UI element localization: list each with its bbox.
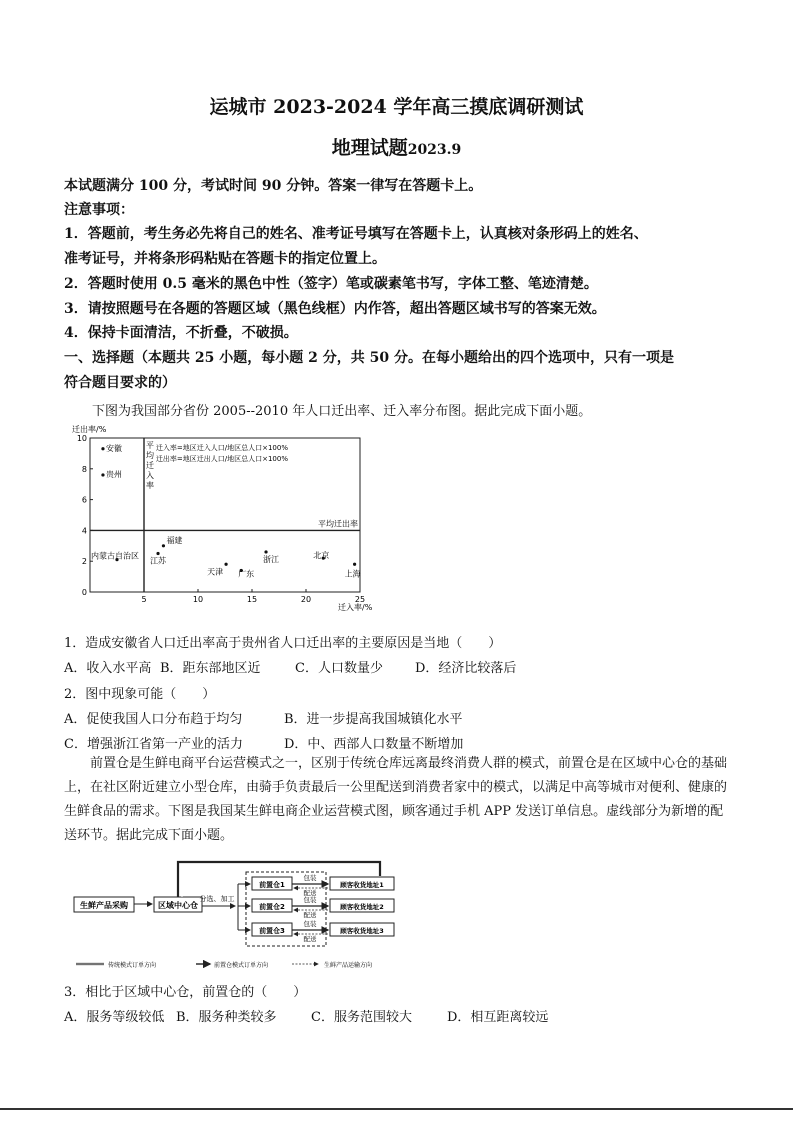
data-point (101, 447, 104, 450)
avg-in-rate-label-char: 迁 (146, 461, 154, 470)
data-point-label: 上海 (344, 569, 361, 579)
avg-in-rate-label-char: 率 (146, 481, 154, 490)
data-point-label: 安徽 (105, 443, 122, 453)
option-c[interactable]: C．服务范围较大 (311, 1010, 412, 1025)
front-warehouse-label: 前置仓3 (259, 927, 285, 935)
avg-in-rate-label-char: 平 (146, 441, 154, 450)
pack-label: 包装 (303, 896, 317, 904)
deliver-label: 配送 (303, 911, 317, 919)
legend-front: 前置仓模式订单方向 (214, 962, 269, 969)
data-point (101, 473, 104, 476)
subject-title (0, 133, 793, 160)
y-axis-label: 迁出率/% (72, 425, 107, 434)
y-tick-label: 0 (81, 588, 87, 597)
front-warehouse-label: 前置仓2 (259, 903, 285, 911)
x-tick-label: 20 (300, 595, 312, 604)
option-c[interactable]: C．人口数量少 (295, 661, 383, 676)
traditional-order-loop (178, 862, 380, 897)
option-d[interactable]: D．中、西部人口数量不断增加 (284, 737, 464, 752)
notice-item: 2．答题时使用 0.5 毫米的黑色中性（签字）笔或碳素笔书写，字体工整、笔迹清楚。 (64, 276, 598, 292)
data-point-label: 天津 (207, 567, 224, 577)
x-tick-label: 25 (354, 595, 366, 604)
question-stem: 3．相比于区域中心仓，前置仓的（ ） (64, 985, 307, 1000)
operation-mode-diagram (70, 858, 400, 973)
data-point (224, 563, 227, 566)
x-axis-label: 迁入率/% (338, 603, 373, 612)
notice-item: 1．答题前，考生务必先将自己的姓名、准考证号填写在答题卡上，认真核对条形码上的姓名、 (64, 226, 648, 242)
section-title: 符合题目要求的） (64, 375, 176, 391)
customer-label: 顾客收货地址2 (340, 903, 384, 911)
customer-label: 顾客收货地址3 (340, 927, 384, 935)
option-d[interactable]: D．相互距离较远 (447, 1010, 549, 1025)
legend-transport: 生鲜产品运输方向 (324, 962, 373, 969)
data-point-label: 福建 (166, 535, 183, 545)
data-point (156, 552, 159, 555)
data-point (162, 544, 165, 547)
front-warehouse-label: 前置仓1 (259, 881, 285, 889)
subject-name: 地理试题 (331, 137, 408, 159)
avg-in-rate-label-char: 均 (146, 451, 154, 460)
customer-label: 顾客收货地址1 (340, 881, 384, 889)
option-a[interactable]: A．服务等级较低 (64, 1010, 165, 1025)
passage: 前置仓是生鲜电商平台运营模式之一，区别于传统仓库远离最终消费人群的模式，前置仓是在区域中心仓的基础上，在社区附近建立小型仓库，由骑手负责最后一公里配送到消费者家中的模式，以满足中高等城市对便利、健康的生鲜食品的需求。下图是我国某生鲜电商企业运营模式图，顾客通过手机 APP 发送订单信息。虚线部分为新增的配送环节。据此完成下面小题。 (64, 756, 728, 843)
notice-item: 准考证号，并将条形码粘贴在答题卡的指定位置上。 (64, 251, 386, 267)
options-row (64, 708, 463, 727)
option-b[interactable]: B．进一步提高我国城镇化水平 (284, 712, 463, 727)
x-tick-label: 10 (192, 595, 204, 604)
data-point (264, 550, 267, 553)
notice-item: 3．请按照题号在各题的答题区域（黑色线框）内作答，超出答题区域书写的答案无效。 (64, 301, 606, 317)
data-point-label: 浙江 (263, 554, 280, 564)
process-label: 分选、加工 (199, 895, 235, 903)
exam-date: 2023.9 (407, 142, 462, 158)
option-b[interactable]: B．服务种类较多 (176, 1010, 277, 1025)
intro-line: 本试题满分 100 分，考试时间 90 分钟。答案一律写在答题卡上。 (64, 178, 483, 194)
option-a[interactable]: A．收入水平高 (64, 661, 152, 676)
options-row (64, 733, 463, 752)
question-stem: 1．造成安徽省人口迁出率高于贵州省人口迁出率的主要原因是当地（ ） (64, 636, 502, 651)
option-d[interactable]: D．经济比较落后 (415, 661, 517, 676)
y-tick-label: 4 (81, 526, 87, 536)
page-bottom-rule (0, 1108, 793, 1110)
data-point-label: 北京 (313, 551, 330, 561)
source-label: 生鲜产品采购 (80, 901, 128, 910)
y-tick-label: 8 (81, 464, 87, 474)
notice-label: 注意事项： (64, 202, 134, 218)
option-b[interactable]: B．距东部地区近 (160, 661, 261, 676)
data-point-label: 内蒙古自治区 (91, 551, 139, 561)
avg-in-rate-label-char: 入 (146, 471, 154, 480)
options-row (64, 1006, 548, 1025)
options-row (64, 657, 516, 676)
section-title: 一、选择题（本题共 25 小题，每小题 2 分，共 50 分。在每小题给出的四个选项中，只有一项是 (64, 350, 674, 366)
y-tick-label: 6 (81, 495, 87, 505)
formula-out: 迁出率=地区迁出人口/地区总人口×100% (155, 455, 288, 463)
data-point-label: 江苏 (150, 556, 167, 566)
data-point (353, 563, 356, 566)
data-point-label: 贵州 (105, 469, 122, 479)
x-tick-label: 5 (141, 595, 147, 604)
y-tick-label: 10 (76, 434, 87, 443)
option-c[interactable]: C．增强浙江省第一产业的活力 (64, 737, 243, 752)
avg-out-rate-label: 平均迁出率 (318, 519, 358, 529)
formula-in: 迁入率=地区迁入人口/地区总人口×100% (155, 444, 288, 452)
pack-label: 包装 (303, 874, 317, 882)
question-stem: 2．图中现象可能（ ） (64, 687, 216, 702)
notice-item: 4．保持卡面清洁，不折叠，不破损。 (64, 325, 298, 341)
deliver-label: 配送 (303, 889, 317, 897)
y-tick-label: 2 (81, 557, 87, 567)
migration-scatter-chart (70, 420, 380, 615)
lead-text: 下图为我国部分省份 2005--2010 年人口迁出率、迁入率分布图。据此完成下面小题。 (92, 404, 592, 419)
page-title: 运城市 2023-2024 学年高三摸底调研测试 (209, 96, 584, 118)
legend-traditional: 传统模式订单方向 (108, 962, 157, 969)
center-label: 区域中心仓 (158, 901, 198, 910)
pack-label: 包装 (303, 920, 317, 928)
deliver-label: 配送 (303, 935, 317, 943)
x-tick-label: 15 (246, 595, 258, 604)
data-point-label: 广东 (238, 569, 255, 579)
option-a[interactable]: A．促使我国人口分布趋于均匀 (64, 712, 243, 727)
